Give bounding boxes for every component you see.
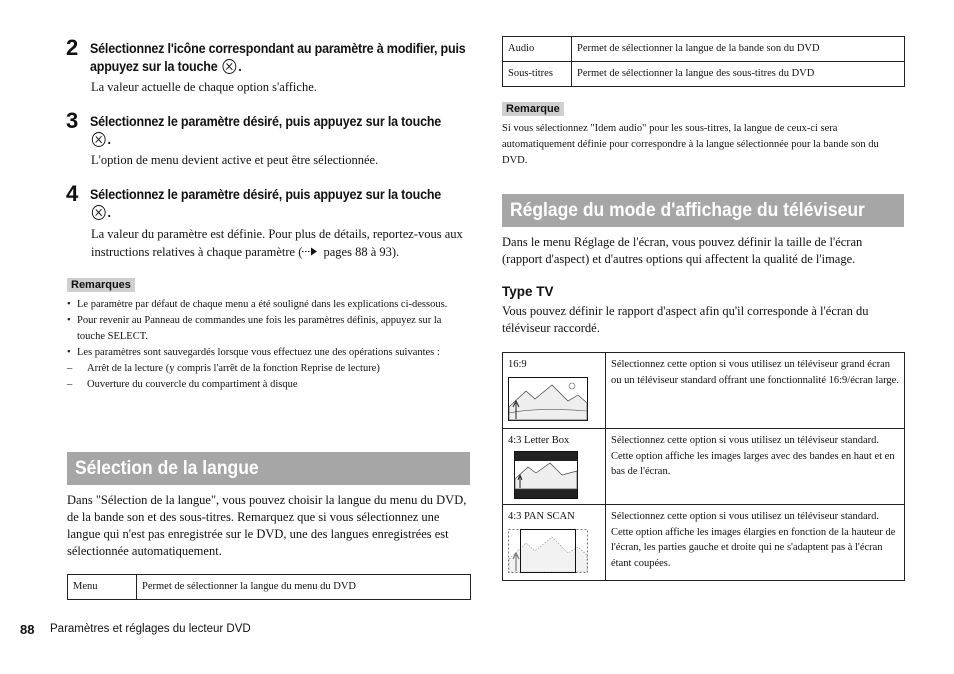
- option-label-pan-scan: 4:3 PAN SCAN: [508, 511, 575, 522]
- step-2-body: La valeur actuelle de chaque option s'affiche.: [91, 80, 317, 94]
- langue-table-audio-subtitles: [502, 36, 905, 87]
- langue-table-menu: [67, 574, 471, 600]
- table-cell-label: [503, 429, 606, 505]
- step-3-title-text: Sélectionnez le paramètre désiré, puis appuyez sur la touche: [90, 114, 442, 129]
- sub-list-item-text: Ouverture du couvercle du compartiment à disque: [87, 379, 298, 390]
- cross-button-icon: [92, 205, 106, 220]
- table-cell-desc: Permet de sélectionner la langue de la bande son du DVD: [572, 37, 905, 62]
- affichage-intro: Dans le menu Réglage de l'écran, vous pouvez définir la taille de l'écran (rapport d'aspect) et d'autres options qui affectent la qualité de l'image.: [502, 235, 863, 266]
- list-item-text: Les paramètres sont sauvegardés lorsque vous effectuez une des opérations suivantes :: [77, 347, 440, 358]
- option-label-16-9: 16:9: [508, 359, 527, 370]
- cross-button-icon: [223, 59, 237, 74]
- table-cell-desc: Sélectionnez cette option si vous utilisez un téléviseur standard. Cette option affiche les images larges avec des bandes en haut et en bas de l'écran.: [606, 429, 905, 505]
- table-row: [503, 37, 905, 62]
- table-row: [503, 62, 905, 87]
- widescreen-16-9-icon: [508, 377, 588, 421]
- remarques-list: [67, 297, 469, 393]
- option-label-letterbox: 4:3 Letter Box: [508, 435, 570, 446]
- type-tv-intro: Vous pouvez définir le rapport d'aspect afin qu'il corresponde à l'écran du téléviseur raccordé.: [502, 304, 869, 335]
- step-3-body: L'option de menu devient active et peut être sélectionnée.: [91, 153, 379, 167]
- table-row: [503, 505, 905, 581]
- list-item-text: Le paramètre par défaut de chaque menu a été souligné dans les explications ci-dessous.: [77, 299, 448, 310]
- letterbox-icon: [514, 451, 578, 499]
- step-3-title: [90, 113, 467, 149]
- list-item: [67, 313, 469, 345]
- step-number-2: 2: [66, 35, 79, 60]
- list-item: [67, 345, 469, 361]
- table-cell-label: Menu: [68, 575, 137, 600]
- dash: –: [67, 363, 73, 374]
- table-row: [503, 429, 905, 505]
- table-cell-desc: Sélectionnez cette option si vous utilisez un téléviseur standard. Cette option affiche les images élargies en fonction de la hauteur de l'écran, les parties gauche et droite qui ne s'adaptent pas à l'écran étant coupées.: [606, 505, 905, 581]
- list-item: [67, 297, 469, 313]
- step-2-title-text: Sélectionnez l'icône correspondant au paramètre à modifier, puis appuyez sur la touche: [90, 41, 466, 74]
- step-4-body-text: La valeur du paramètre est définie. Pour plus de détails, reportez-vous aux instructions relatives à chaque paramètre (: [91, 227, 463, 259]
- sub-list-item: [67, 361, 469, 377]
- table-cell-desc: Permet de sélectionner la langue des sous-titres du DVD: [572, 62, 905, 87]
- table-cell-desc: Sélectionnez cette option si vous utilisez un téléviseur grand écran ou un téléviseur standard offrant une fonctionnalité 16:9/écran large.: [606, 353, 905, 429]
- page-number: 88: [20, 622, 35, 637]
- sub-list-item-text: Arrêt de la lecture (y compris l'arrêt de la fonction Reprise de lecture): [87, 363, 380, 374]
- table-cell-label: [503, 505, 606, 581]
- langue-intro: Dans "Sélection de la langue", vous pouvez choisir la langue du menu du DVD, de la bande son et des sous-titres. Remarquez que si vous sélectionnez une langue qui n'est pas enregistrée sur le DVD, une des langues enregistrées est sélectionnée automatiquement.: [67, 493, 467, 558]
- remarques-label: Remarques: [67, 278, 135, 292]
- footer-text: Paramètres et réglages du lecteur DVD: [50, 623, 251, 635]
- bullet: •: [67, 315, 71, 326]
- step-4-title: [90, 186, 467, 222]
- bullet: •: [67, 299, 71, 310]
- step-number-3: 3: [66, 108, 79, 133]
- step-4-body-pages: pages 88 à 93).: [320, 245, 400, 259]
- section-header-affichage: [502, 194, 904, 227]
- sub-list-item: [67, 377, 469, 393]
- list-item-text: Pour revenir au Panneau de commandes une fois les paramètres définis, appuyez sur la touche SELECT.: [77, 315, 442, 342]
- step-4-title-text: Sélectionnez le paramètre désiré, puis appuyez sur la touche: [90, 187, 442, 202]
- step-4-title-end: .: [107, 205, 111, 220]
- table-row: [503, 353, 905, 429]
- step-3-title-end: .: [107, 132, 111, 147]
- table-cell-label: [503, 353, 606, 429]
- page-reference-arrow-icon: [302, 247, 320, 256]
- step-number-4: 4: [66, 181, 79, 206]
- type-tv-heading: Type TV: [502, 284, 554, 299]
- pan-scan-icon: [508, 529, 588, 573]
- step-4-body: [91, 225, 471, 261]
- type-tv-table: [502, 352, 905, 581]
- bullet: •: [67, 347, 71, 358]
- section-header-langue-text: Sélection de la langue: [75, 458, 259, 479]
- section-header-affichage-text: Réglage du mode d'affichage du téléviseur: [510, 200, 865, 221]
- cross-button-icon: [92, 132, 106, 147]
- dash: –: [67, 379, 73, 390]
- table-cell-label: Sous-titres: [503, 62, 572, 87]
- table-cell-desc: Permet de sélectionner la langue du menu du DVD: [137, 575, 471, 600]
- step-2-title: [90, 40, 467, 76]
- section-header-langue: [67, 452, 470, 485]
- remarque-label: Remarque: [502, 102, 564, 116]
- table-cell-label: Audio: [503, 37, 572, 62]
- step-2-title-end: .: [238, 59, 242, 74]
- remarque-text: Si vous sélectionnez "Idem audio" pour les sous-titres, la langue de ceux-ci sera automatiquement définie pour correspondre à la langue sélectionnée pour la bande son du DVD.: [502, 123, 879, 166]
- table-row: [68, 575, 471, 600]
